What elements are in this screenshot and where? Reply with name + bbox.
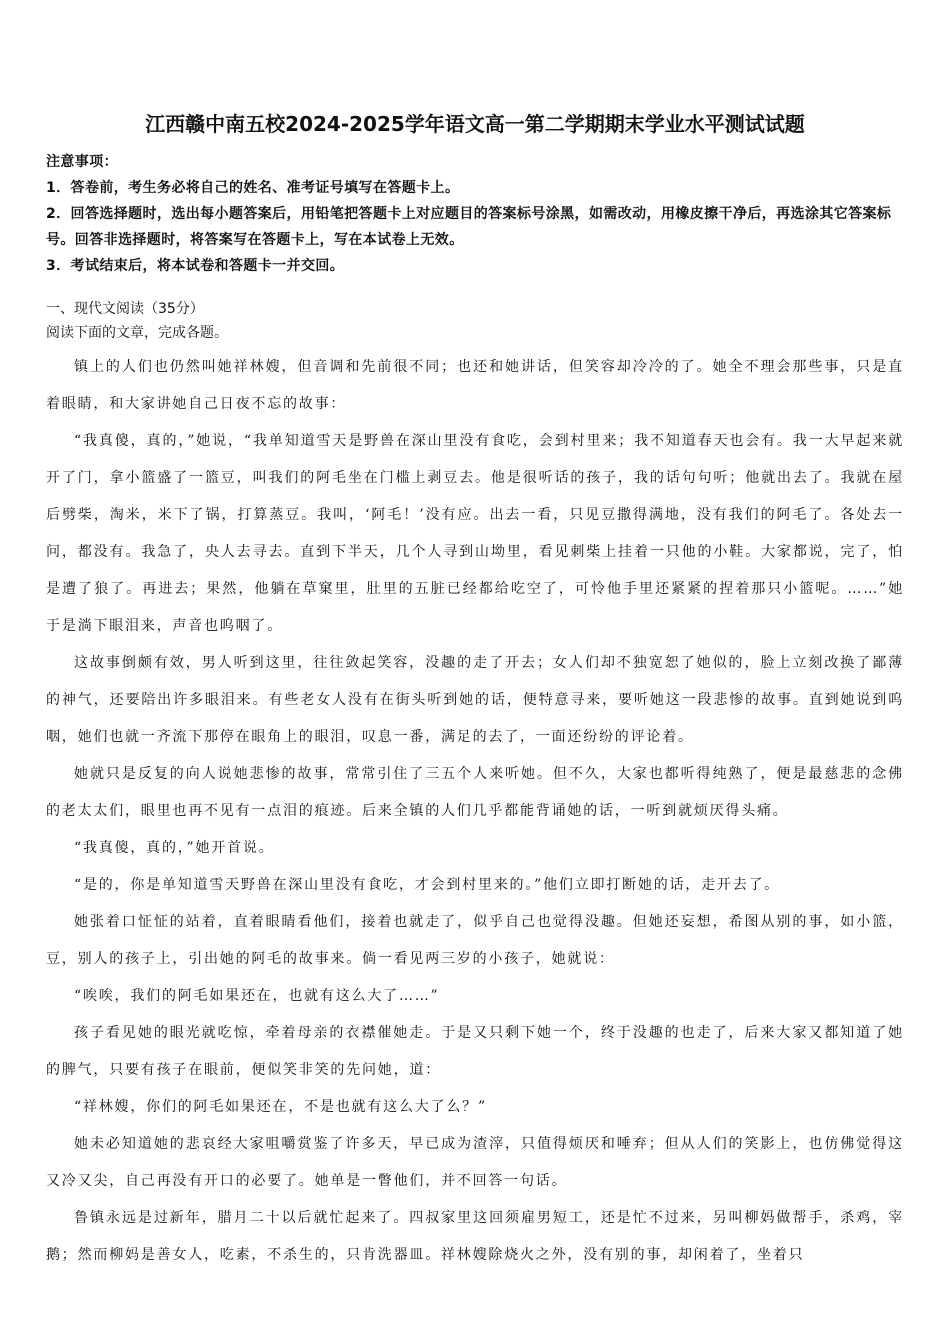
notice-item: 1．答卷前，考生务必将自己的姓名、准考证号填写在答题卡上。 (46, 180, 460, 196)
notice-heading: 注意事项： (46, 154, 118, 170)
passage-paragraph: 这故事倒颇有效，男人听到这里，往往敛起笑容，没趣的走了开去；女人们却不独宽恕了她似的，脸上立刻改换了鄙薄的神气，还要陪出许多眼泪来。有些老女人没有在街头听到她的话，便特意寻来，要听她这一段悲惨的故事。直到她说到呜咽，她们也就一齐流下那停在眼角上的眼泪，叹息一番，满足的去了，一面还纷纷的评论着。 (46, 655, 904, 745)
notice-item: 3．考试结束后，将本试卷和答题卡一并交回。 (46, 258, 345, 274)
section-heading: 一、现代文阅读（35分） (46, 301, 204, 317)
reading-passage (46, 349, 904, 1274)
section-instruction: 阅读下面的文章，完成各题。 (46, 325, 228, 341)
passage-paragraph: “唉唉，我们的阿毛如果还在，也就有这么大了……” (74, 988, 440, 1004)
exam-title: 江西赣中南五校2024-2025学年语文高一第二学期期末学业水平测试试题 (145, 112, 805, 136)
passage-paragraph: “是的，你是单知道雪天野兽在深山里没有食吃，才会到村里来的。”他们立即打断她的话，走开去了。 (74, 877, 781, 893)
passage-paragraph: “我真傻，真的，”她开首说。 (74, 840, 275, 856)
passage-paragraph: 鲁镇永远是过新年，腊月二十以后就忙起来了。四叔家里这回须雇男短工，还是忙不过来，另叫柳妈做帮手，杀鸡，宰鹅；然而柳妈是善女人，吃素，不杀生的，只肯洗器皿。祥林嫂除烧火之外，没有别的事，却闲着了，坐着只 (46, 1210, 904, 1263)
passage-paragraph: 她就只是反复的向人说她悲惨的故事，常常引住了三五个人来听她。但不久，大家也都听得纯熟了，便是最慈悲的念佛的老太太们，眼里也再不见有一点泪的痕迹。后来全镇的人们几乎都能背诵她的话，一听到就烦厌得头痛。 (46, 766, 904, 819)
notice-item: 2．回答选择题时，选出每小题答案后，用铅笔把答题卡上对应题目的答案标号涂黑，如需改动，用橡皮擦干净后，再选涂其它答案标号。回答非选择题时，将答案写在答题卡上，写在本试卷上无效。 (46, 206, 892, 248)
passage-paragraph: 她未必知道她的悲哀经大家咀嚼赏鉴了许多天，早已成为渣滓，只值得烦厌和唾弃；但从人们的笑影上，也仿佛觉得这又冷又尖，自己再没有开口的必要了。她单是一瞥他们，并不回答一句话。 (46, 1136, 904, 1189)
passage-paragraph: 孩子看见她的眼光就吃惊，牵着母亲的衣襟催她走。于是又只剩下她一个，终于没趣的也走了，后来大家又都知道了她的脾气，只要有孩子在眼前，便似笑非笑的先问她，道： (46, 1025, 904, 1078)
passage-paragraph: 她张着口怔怔的站着，直着眼睛看他们，接着也就走了，似乎自己也觉得没趣。但她还妄想，希图从别的事，如小篮，豆，别人的孩子上，引出她的阿毛的故事来。倘一看见两三岁的小孩子，她就说： (46, 914, 904, 967)
notice-block (46, 149, 904, 279)
passage-paragraph: 镇上的人们也仍然叫她祥林嫂，但音调和先前很不同；也还和她讲话，但笑容却冷冷的了。她全不理会那些事，只是直着眼睛，和大家讲她自己日夜不忘的故事： (46, 359, 904, 412)
passage-paragraph: “祥林嫂，你们的阿毛如果还在，不是也就有这么大了么？” (74, 1099, 487, 1115)
passage-paragraph: “我真傻，真的，”她说，“我单知道雪天是野兽在深山里没有食吃，会到村里来；我不知道春天也会有。我一大早起来就开了门，拿小篮盛了一篮豆，叫我们的阿毛坐在门槛上剥豆去。他是很听话的孩子，我的话句句听；他就出去了。我就在屋后劈柴，淘米，米下了锅，打算蒸豆。我叫，‘阿毛！’没有应。出去一看，只见豆撒得满地，没有我们的阿毛了。各处去一问，都没有。我急了，央人去寻去。直到下半天，几个人寻到山坳里，看见刺柴上挂着一只他的小鞋。大家都说，完了，怕是遭了狼了。再进去；果然，他躺在草窠里，肚里的五脏已经都给吃空了，可怜他手里还紧紧的捏着那只小篮呢。……”她于是淌下眼泪来，声音也呜咽了。 (46, 433, 904, 634)
